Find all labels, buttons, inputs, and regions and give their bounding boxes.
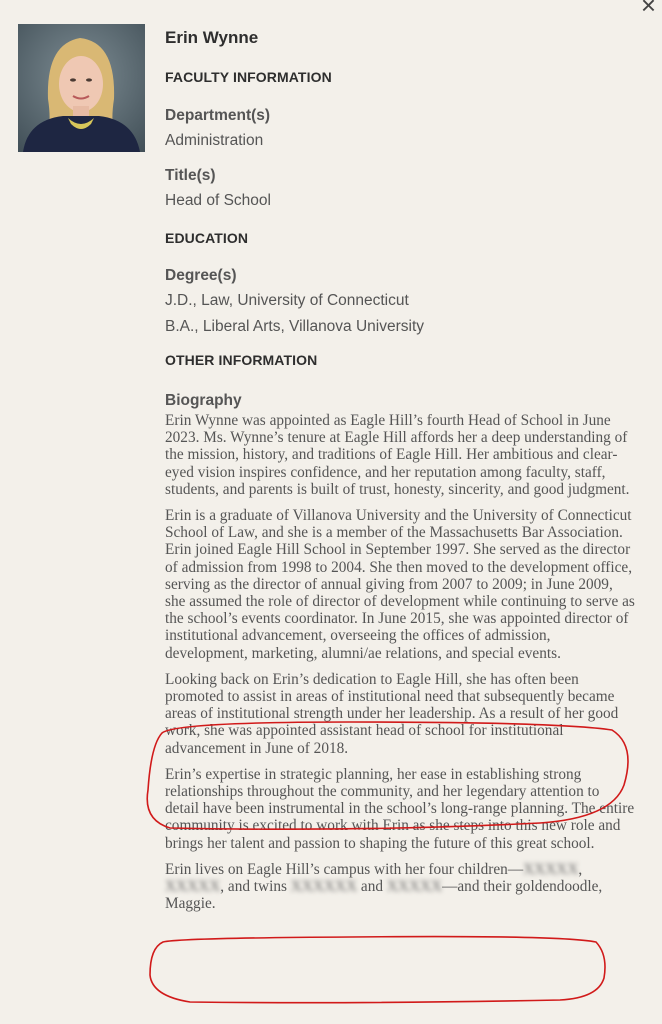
redacted-name: XXXXX (523, 860, 579, 878)
degree-item: J.D., Law, University of Connecticut (165, 292, 409, 309)
redacted-name: XXXXX (386, 878, 443, 896)
profile-name: Erin Wynne (165, 28, 259, 47)
education-heading: EDUCATION (165, 230, 249, 246)
close-icon[interactable]: × (640, 0, 656, 20)
redacted-name: XXXXXX (290, 878, 358, 896)
highlight-circle (150, 937, 605, 1003)
bio-paragraph: Erin Wynne was appointed as Eagle Hill’s fourth Head of School in June 2023. Ms. Wynne’s tenure at Eagle Hill affords her a deep understanding of the mission, history, and traditions of Eagle Hill. Her ambitious and clear-eyed vision inspires confidence, and her reputation among faculty, staff, students, and parents is built of trust, honesty, sincerity, and good judgment. (165, 412, 630, 498)
family-text: and (357, 878, 387, 896)
family-text: , and twins (220, 878, 291, 896)
family-text: —and their goldendoodle, Maggie. (165, 878, 603, 913)
profile-details (165, 28, 635, 921)
bio-paragraph: Erin is a graduate of Villanova University and the University of Connecticut School of Law, and she is a member of the Massachusetts Bar Association. Erin joined Eagle Hill School in September 1997. She served as the director of admission from 1998 to 2004. She then moved to the development office, serving as the director of annual giving from 2007 to 2009; in June 2009, she assumed the role of director of development while continuing to serve as the school’s events coordinator. In June 2015, she was appointed director of institutional advancement, overseeing the offices of admission, development, marketing, alumni/ae relations, and special events. (165, 507, 635, 662)
redacted-name: XXXXX (165, 878, 221, 896)
biography (165, 412, 635, 912)
faculty-heading: FACULTY INFORMATION (165, 69, 332, 85)
bio-paragraph-highlighted: Looking back on Erin’s dedication to Eagle Hill, she has often been promoted to assist in areas of institutional need that subsequently became areas of institutional strength under her leadership. As a result of her good work, she was appointed assistant head of school for institutional advancement in June of 2018. (165, 670, 619, 757)
portrait-photo (18, 24, 145, 152)
title-label: Title(s) (165, 167, 216, 184)
title-value: Head of School (165, 192, 271, 209)
bio-paragraph: Erin’s expertise in strategic planning, her ease in establishing strong relationships throughout the community, and her legendary attention to detail have been instrumental in the school’s long-range planning. The entire community is excited to work with Erin as she steps into this new role and brings her talent and passion to shaping the future of this great school. (165, 765, 635, 852)
profile-photo (18, 24, 145, 152)
degree-label: Degree(s) (165, 267, 237, 284)
family-text: Erin lives on Eagle Hill’s campus with her four children— (165, 860, 524, 878)
degree-item: B.A., Liberal Arts, Villanova University (165, 318, 425, 335)
department-value: Administration (165, 132, 264, 149)
department-label: Department(s) (165, 107, 271, 124)
bio-paragraph-family: Erin lives on Eagle Hill’s campus with her four children—XXXXX, XXXXX, and twins XXXXXX and XXXXX—and their goldendoodle, Maggie. (165, 860, 603, 913)
biography-label: Biography (165, 392, 242, 409)
other-heading: OTHER INFORMATION (165, 352, 318, 368)
